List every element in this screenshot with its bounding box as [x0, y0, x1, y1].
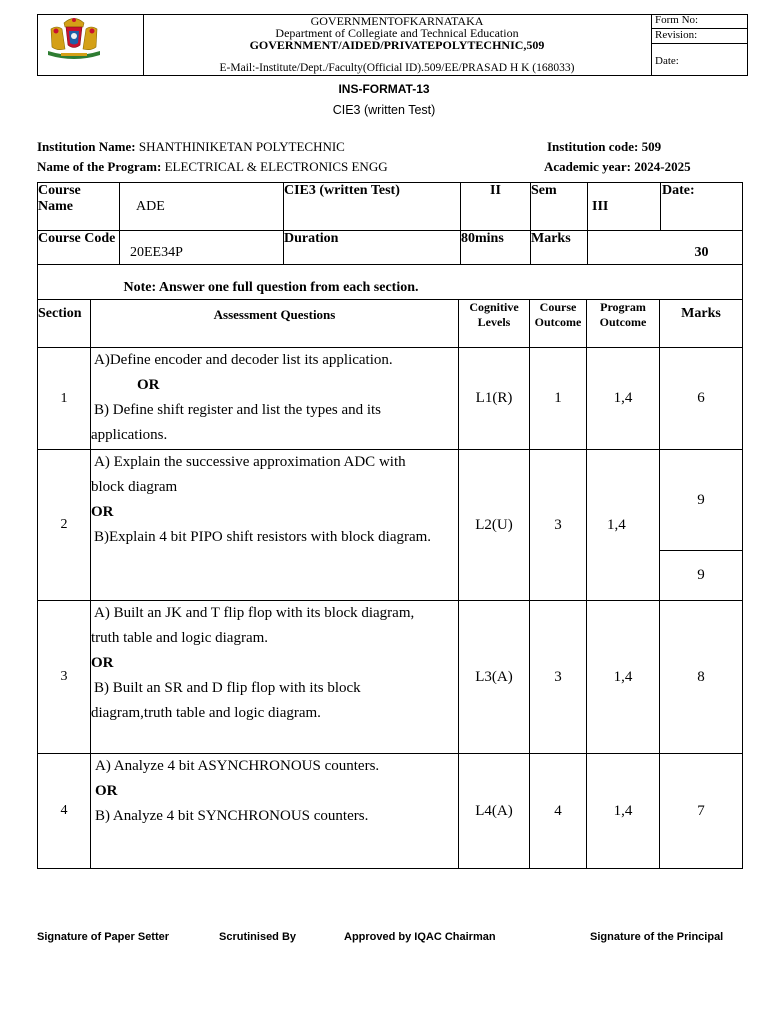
- course-year: II: [461, 183, 531, 231]
- test-title: CIE3 (written Test): [332, 103, 436, 117]
- header-course-outcome: Course Outcome: [530, 300, 587, 348]
- program-outcome: 1,4: [587, 754, 660, 869]
- academic-year: 2024-2025: [634, 159, 691, 174]
- duration-label: Duration: [284, 231, 461, 265]
- course-outcome: 3: [530, 601, 587, 754]
- section-marks: 8: [660, 601, 743, 754]
- question-line: B) Analyze 4 bit SYNCHRONOUS counters.: [95, 808, 369, 824]
- question-line: B) Built an SR and D flip flop with its block: [94, 680, 361, 696]
- document-header: [37, 14, 748, 76]
- course-name-label: Course Name: [38, 183, 120, 231]
- header-polytechnic: GOVERNMENT/AIDED/PRIVATEPOLYTECHNIC,509: [249, 38, 545, 52]
- course-outcome: 3: [530, 450, 587, 601]
- program-label: Name of the Program:: [37, 159, 162, 174]
- header-marks: Marks: [660, 300, 743, 348]
- course-code: 20EE34P: [120, 231, 284, 265]
- or-separator: OR: [91, 655, 114, 671]
- section-number: 4: [38, 754, 91, 869]
- sem-value: III: [588, 183, 661, 231]
- section-marks-b: 9: [660, 551, 743, 601]
- institution-code: 509: [641, 139, 662, 154]
- or-separator: OR: [95, 783, 118, 799]
- section-marks: 6: [660, 348, 743, 450]
- question-row-1: [38, 348, 743, 450]
- question-line: A) Explain the successive approximation ADC with: [94, 454, 406, 470]
- course-date-label: Date:: [661, 183, 743, 231]
- format-title: INS-FORMAT-13: [338, 82, 430, 96]
- signature-scrutinised: Scrutinised By: [219, 931, 297, 943]
- question-line: B) Define shift register and list the types and its: [94, 402, 382, 418]
- section-number: 1: [38, 348, 91, 450]
- program-name: ELECTRICAL & ELECTRONICS ENGG: [164, 159, 388, 174]
- question-line: B)Explain 4 bit PIPO shift resistors with block diagram.: [94, 529, 432, 545]
- cognitive-level: L2(U): [459, 450, 530, 601]
- cognitive-level: L3(A): [459, 601, 530, 754]
- header-assessment-questions: Assessment Questions: [91, 300, 459, 348]
- duration-value: 80mins: [461, 231, 531, 265]
- course-info-table: [37, 182, 743, 300]
- section-number: 2: [38, 450, 91, 601]
- questions-table: [37, 299, 743, 869]
- date-label: Date:: [655, 55, 679, 67]
- header-department: Department of Collegiate and Technical Education: [275, 26, 519, 40]
- cognitive-level: L1(R): [459, 348, 530, 450]
- course-name: ADE: [120, 183, 284, 231]
- or-separator: OR: [137, 377, 160, 393]
- section-marks: 7: [660, 754, 743, 869]
- instructions-note: Note: Answer one full question from each section.: [120, 265, 743, 300]
- question-row-2: [38, 450, 743, 551]
- institution-code-label: Institution code:: [547, 139, 639, 154]
- signature-paper-setter: Signature of Paper Setter: [37, 931, 170, 943]
- question-line: A) Built an JK and T flip flop with its block diagram,: [94, 605, 415, 621]
- program-outcome: 1,4: [587, 601, 660, 754]
- form-no-label: Form No:: [655, 14, 699, 26]
- revision-label: Revision:: [655, 29, 698, 41]
- total-marks: 30: [588, 231, 743, 265]
- header-email: E-Mail:-Institute/Dept./Faculty(Official ID).509/EE/PRASAD H K (168033): [219, 62, 575, 74]
- academic-year-label: Academic year:: [544, 159, 631, 174]
- state-emblem-logo: [43, 15, 105, 61]
- signature-iqac-chairman: Approved by IQAC Chairman: [344, 931, 496, 943]
- sem-label: Sem: [531, 183, 588, 231]
- question-row-4: [38, 754, 743, 869]
- program-outcome: 1,4: [587, 450, 660, 601]
- question-line: truth table and logic diagram.: [91, 630, 269, 646]
- institution-name-label: Institution Name:: [37, 139, 136, 154]
- header-section: Section: [38, 300, 91, 348]
- course-code-label: Course Code: [38, 231, 120, 265]
- academic-year-row: [544, 159, 691, 175]
- header-program-outcome: Program Outcome: [587, 300, 660, 348]
- section-number: 3: [38, 601, 91, 754]
- course-outcome: 1: [530, 348, 587, 450]
- marks-label: Marks: [531, 231, 588, 265]
- cognitive-level: L4(A): [459, 754, 530, 869]
- question-line: A)Define encoder and decoder list its application.: [94, 352, 393, 368]
- program-row: [37, 159, 388, 175]
- or-separator: OR: [91, 504, 114, 520]
- signature-principal: Signature of the Principal: [590, 931, 724, 943]
- program-outcome: 1,4: [587, 348, 660, 450]
- institution-code-row: [547, 139, 661, 155]
- header-government: GOVERNMENTOFKARNATAKA: [310, 14, 484, 28]
- institution-name: SHANTHINIKETAN POLYTECHNIC: [138, 139, 345, 154]
- header-cognitive-levels: Cognitive Levels: [459, 300, 530, 348]
- question-row-3: [38, 601, 743, 754]
- question-line: applications.: [91, 427, 168, 443]
- question-line: A) Analyze 4 bit ASYNCHRONOUS counters.: [95, 758, 380, 774]
- course-outcome: 4: [530, 754, 587, 869]
- question-line: diagram,truth table and logic diagram.: [91, 705, 321, 721]
- question-line: block diagram: [91, 479, 178, 495]
- course-test: CIE3 (written Test): [284, 183, 461, 231]
- section-marks-a: 9: [660, 450, 743, 551]
- institution-name-row: [37, 139, 345, 155]
